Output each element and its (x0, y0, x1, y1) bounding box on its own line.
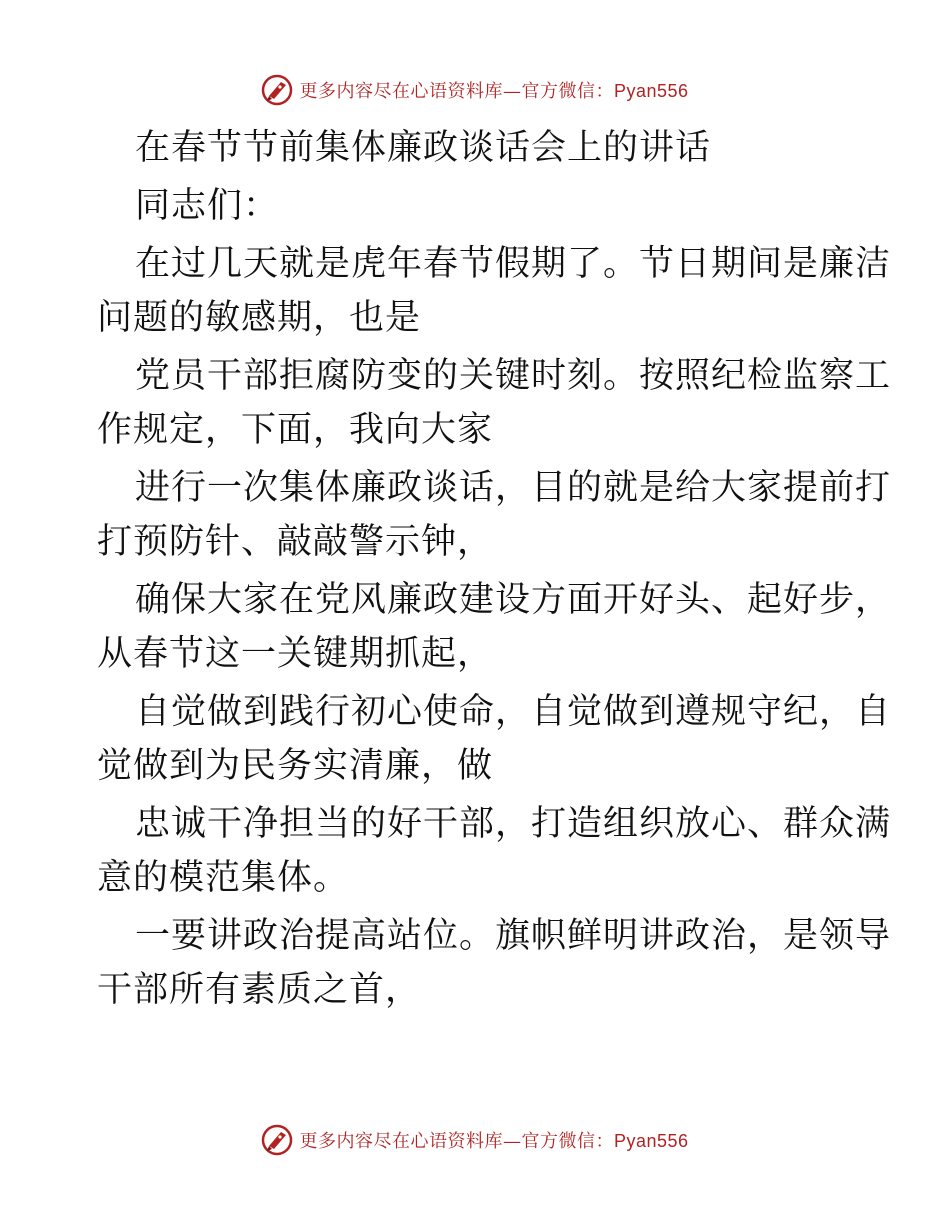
document-body (97, 121, 892, 1017)
body-line: 从春节这一关键期抓起， (97, 634, 494, 674)
body-line: 忠诚干净担当的好干部，打造组织放心、群众满 (135, 804, 892, 844)
banner-slogan: 更多内容尽在心语资料库—官方微信： (299, 81, 614, 102)
body-line: 打预防针、敲敲警示钟， (97, 522, 494, 562)
footer-banner (0, 1120, 950, 1160)
body-line: 在过几天就是虎年春节假期了。节日期间是廉洁 (135, 244, 892, 284)
body-line: 觉做到为民务实清廉，做 (97, 746, 494, 786)
header-banner (0, 70, 950, 110)
body-line: 一要讲政治提高站位。旗帜鲜明讲政治，是领导 (135, 916, 892, 956)
body-line: 作规定，下面，我向大家 (97, 410, 494, 450)
banner-account: Pyan556 (613, 81, 689, 101)
banner-account: Pyan556 (613, 1131, 689, 1151)
pen-nib-logo-icon (261, 74, 293, 106)
body-line: 问题的敏感期，也是 (97, 298, 422, 338)
body-line: 确保大家在党风廉政建设方面开好头、起好步， (135, 580, 892, 620)
banner-text (299, 1127, 688, 1153)
body-line: 干部所有素质之首， (97, 970, 422, 1010)
body-line: 自觉做到践行初心使命，自觉做到遵规守纪，自 (135, 692, 892, 732)
body-line: 意的模范集体。 (97, 858, 350, 898)
pen-nib-logo-icon (261, 1124, 293, 1156)
salutation: 同志们： (135, 186, 280, 226)
banner-slogan: 更多内容尽在心语资料库—官方微信： (299, 1131, 614, 1152)
banner-text (299, 77, 688, 103)
body-line: 党员干部拒腐防变的关键时刻。按照纪检监察工 (135, 356, 892, 396)
document-title: 在春节节前集体廉政谈话会上的讲话 (135, 128, 712, 168)
body-line: 进行一次集体廉政谈话，目的就是给大家提前打 (135, 468, 892, 508)
